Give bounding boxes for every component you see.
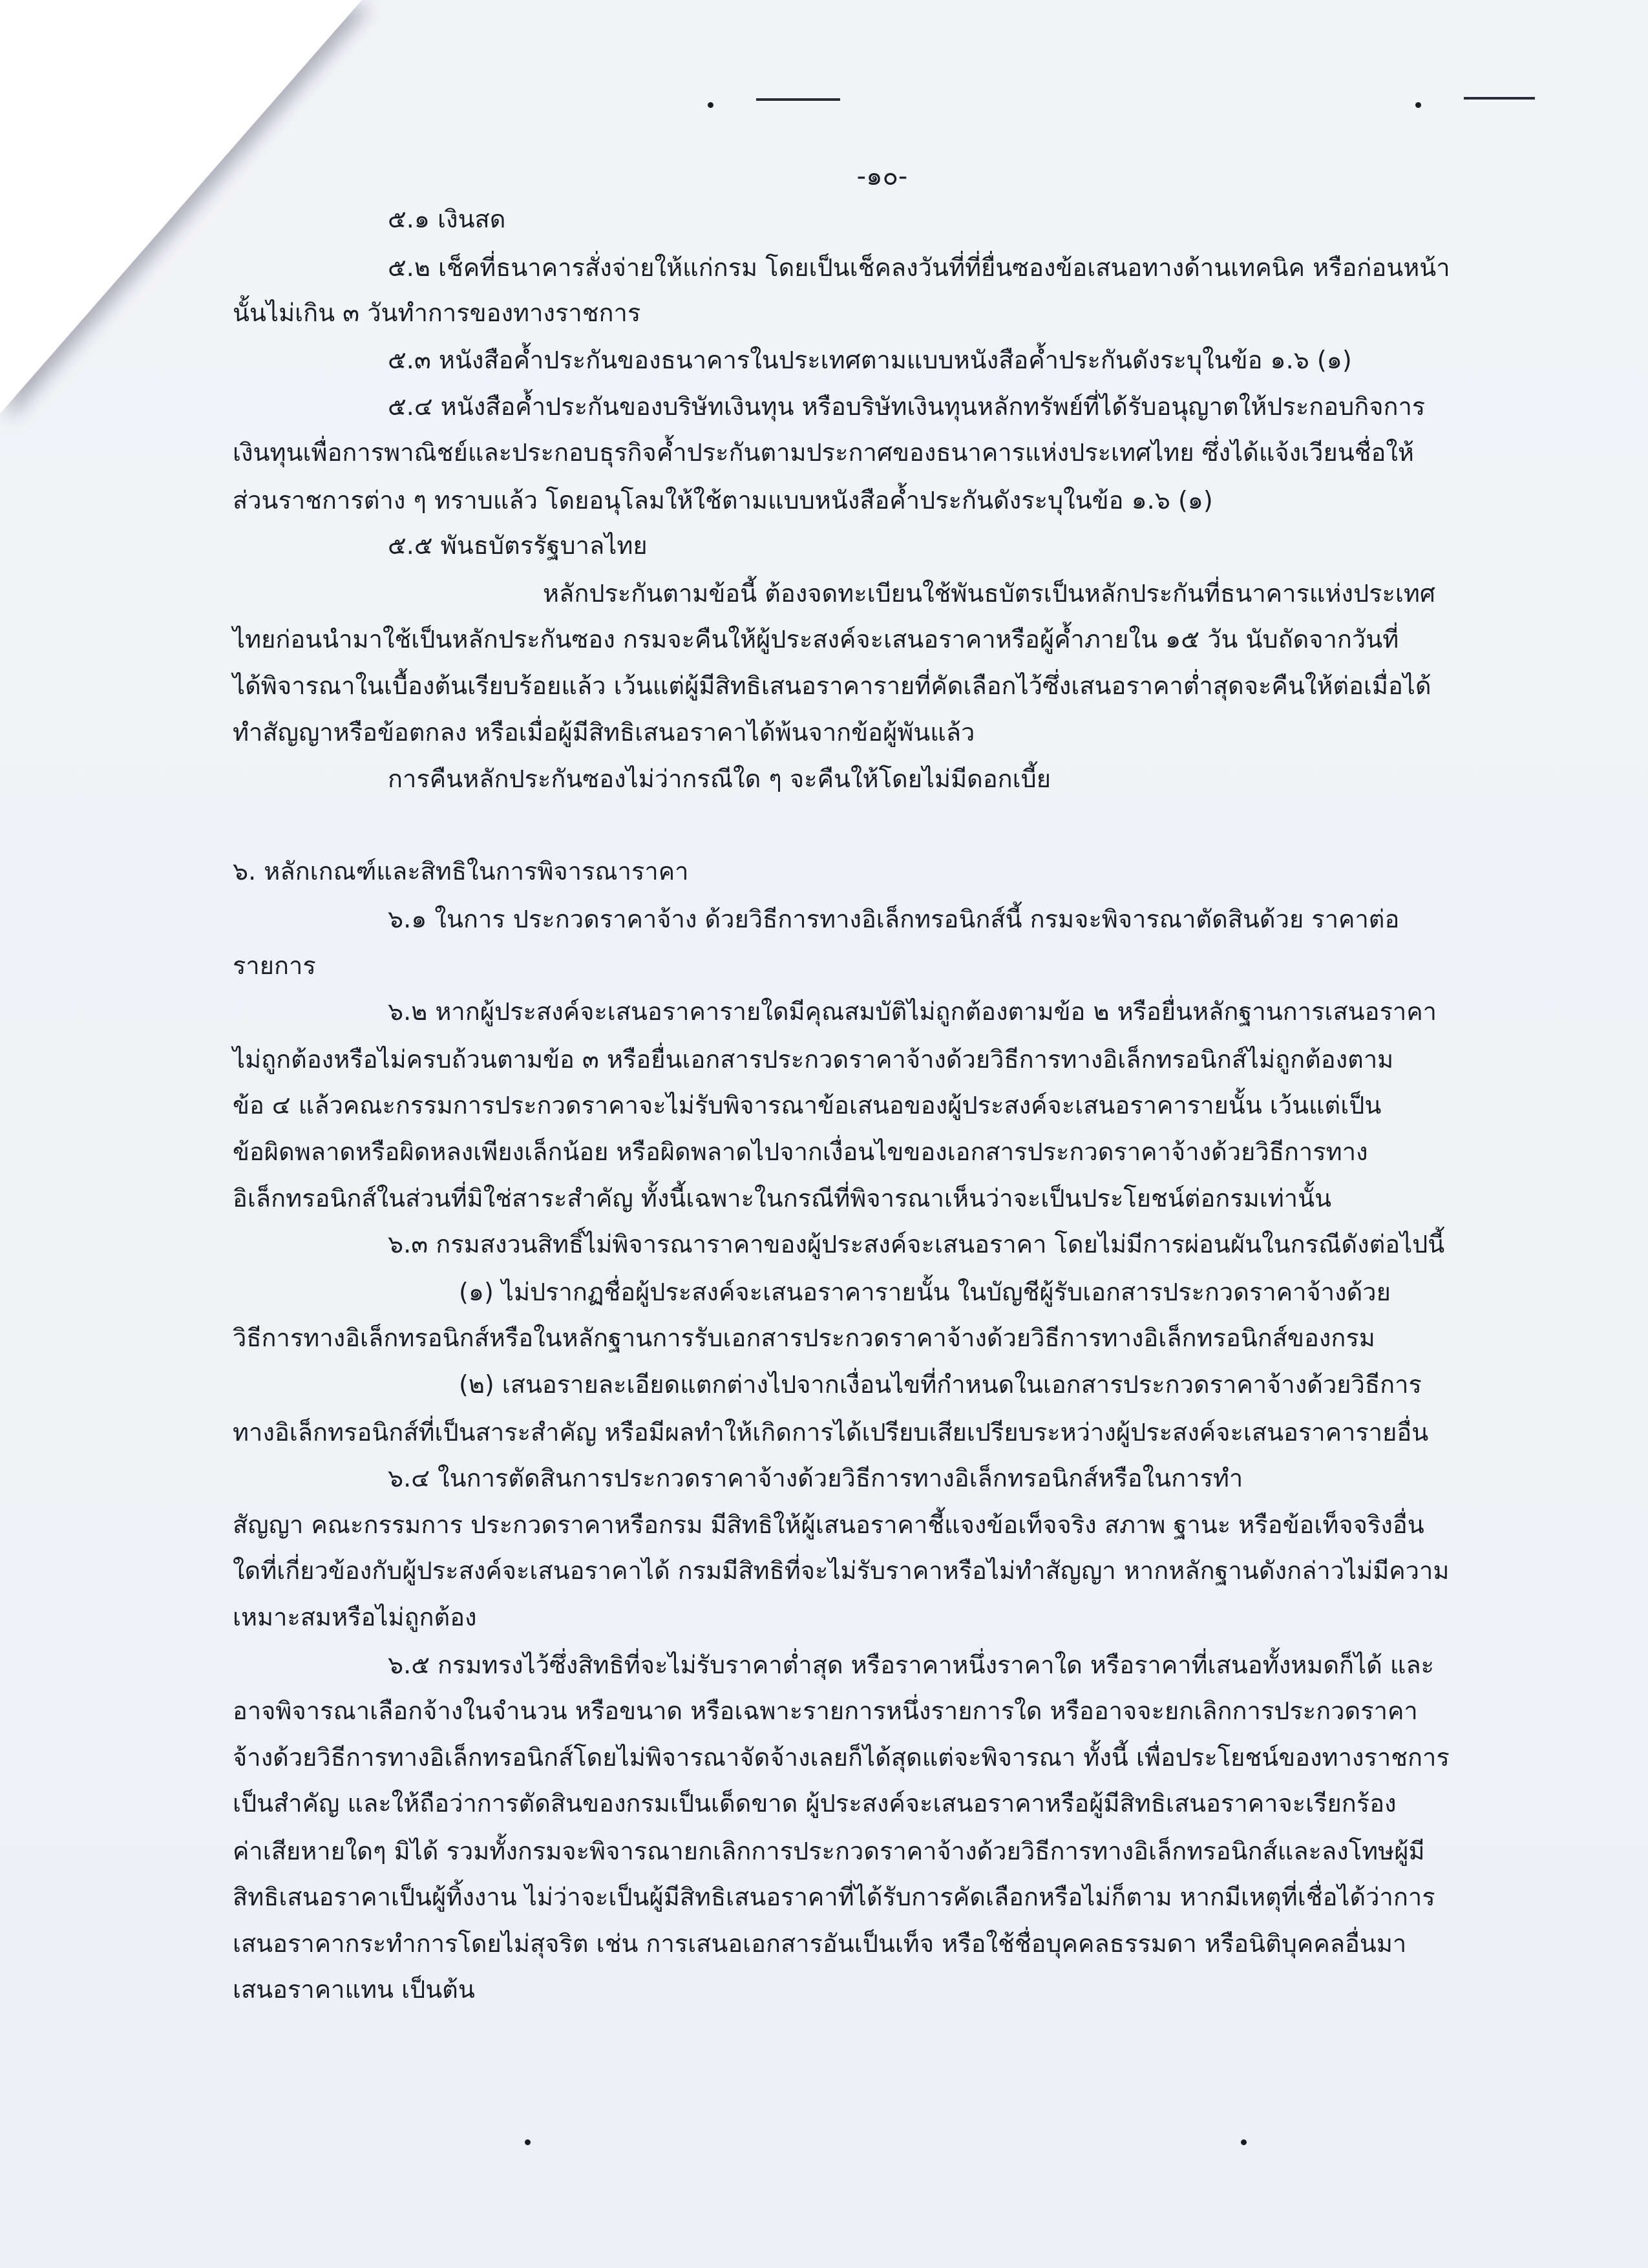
text-line: ๖.๒ หากผู้ประสงค์จะเสนอราคารายใดมีคุณสมบัติไม่ถูกต้องตามข้อ ๒ หรือยื่นหลักฐานการเสนอราคา bbox=[388, 997, 1437, 1026]
text-line: ๕.๑ เงินสด bbox=[388, 205, 506, 233]
text-line: หลักประกันตามข้อนี้ ต้องจดทะเบียนใช้พันธบัตรเป็นหลักประกันที่ธนาคารแห่งประเทศ bbox=[543, 579, 1436, 608]
text-line: ข้อผิดพลาดหรือผิดหลงเพียงเล็กน้อย หรือผิดพลาดไปจากเงื่อนไขของเอกสารประกวดราคาจ้างด้วยวิธีการทาง bbox=[233, 1138, 1368, 1166]
text-line: ๕.๓ หนังสือค้ำประกันของธนาคารในประเทศตามแบบหนังสือค้ำประกันดังระบุในข้อ ๑.๖ (๑) bbox=[388, 346, 1352, 374]
text-line: ไม่ถูกต้องหรือไม่ครบถ้วนตามข้อ ๓ หรือยื่นเอกสารประกวดราคาจ้างด้วยวิธีการทางอิเล็กทรอนิกส์ไม่ถูกต้องตาม bbox=[233, 1045, 1394, 1074]
text-line: ๖.๓ กรมสงวนสิทธิ์ไม่พิจารณาราคาของผู้ประสงค์จะเสนอราคา โดยไม่มีการผ่อนผันในกรณีดังต่อไปนี้ bbox=[388, 1230, 1445, 1258]
text-line: ทำสัญญาหรือข้อตกลง หรือเมื่อผู้มีสิทธิเสนอราคาได้พ้นจากข้อผู้พันแล้ว bbox=[233, 718, 975, 747]
text-line: ทางอิเล็กทรอนิกส์ที่เป็นสาระสำคัญ หรือมีผลทำให้เกิดการได้เปรียบเสียเปรียบระหว่างผู้ประสงค์จะเสนอราคารายอื่น bbox=[233, 1418, 1429, 1447]
scan-mark bbox=[1464, 97, 1535, 100]
scan-dot bbox=[708, 102, 713, 108]
text-line: นั้นไม่เกิน ๓ วันทำการของทางราชการ bbox=[233, 299, 641, 327]
text-line: เหมาะสมหรือไม่ถูกต้อง bbox=[233, 1603, 477, 1631]
text-line: สิทธิเสนอราคาเป็นผู้ทิ้งงาน ไม่ว่าจะเป็นผู้มีสิทธิเสนอราคาที่ได้รับการคัดเลือกหรือไม่ก็ตาม หากมีเหตุที่เชื่อได้ว่าการ bbox=[233, 1883, 1435, 1911]
scan-dot bbox=[1241, 2139, 1247, 2145]
text-line: จ้างด้วยวิธีการทางอิเล็กทรอนิกส์โดยไม่พิจารณาจัดจ้างเลยก็ได้สุดแต่จะพิจารณา ทั้งนี้ เพื่อประโยชน์ของทางราชการ bbox=[233, 1743, 1450, 1772]
section-heading: ๖. หลักเกณฑ์และสิทธิในการพิจารณาราคา bbox=[233, 857, 689, 885]
text-line: การคืนหลักประกันซองไม่ว่ากรณีใด ๆ จะคืนให้โดยไม่มีดอกเบี้ย bbox=[388, 765, 1051, 793]
text-line: เสนอราคากระทำการโดยไม่สุจริต เช่น การเสนอเอกสารอันเป็นเท็จ หรือใช้ชื่อบุคคลธรรมดา หรือนิติบุคคลอื่นมา bbox=[233, 1929, 1407, 1958]
text-line: ๖.๑ ในการ ประกวดราคาจ้าง ด้วยวิธีการทางอิเล็กทรอนิกส์นี้ กรมจะพิจารณาตัดสินด้วย ราคาต่อ bbox=[388, 905, 1400, 933]
text-line: รายการ bbox=[233, 951, 316, 980]
scan-dot bbox=[525, 2139, 531, 2145]
text-line: (๒) เสนอรายละเอียดแตกต่างไปจากเงื่อนไขที่กำหนดในเอกสารประกวดราคาจ้างด้วยวิธีการ bbox=[459, 1370, 1422, 1399]
text-line: ๖.๔ ในการตัดสินการประกวดราคาจ้างด้วยวิธีการทางอิเล็กทรอนิกส์หรือในการทำ bbox=[388, 1464, 1243, 1492]
text-line: ๕.๔ หนังสือค้ำประกันของบริษัทเงินทุน หรือบริษัทเงินทุนหลักทรัพย์ที่ได้รับอนุญาตให้ประกอบกิจการ bbox=[388, 392, 1426, 421]
text-line: เงินทุนเพื่อการพาณิชย์และประกอบธุรกิจค้ำประกันตามประกาศของธนาคารแห่งประเทศไทย ซึ่งได้แจ้งเวียนชื่อให้ bbox=[233, 438, 1414, 467]
text-line: เป็นสำคัญ และให้ถือว่าการตัดสินของกรมเป็นเด็ดขาด ผู้ประสงค์จะเสนอราคาหรือผู้มีสิทธิเสนอราคาจะเรียกร้อง bbox=[233, 1789, 1397, 1818]
text-line: อาจพิจารณาเลือกจ้างในจำนวน หรือขนาด หรือเฉพาะรายการหนึ่งรายการใด หรืออาจจะยกเลิกการประกวดราคา bbox=[233, 1697, 1418, 1725]
text-line: ใดที่เกี่ยวข้องกับผู้ประสงค์จะเสนอราคาได้ กรมมีสิทธิที่จะไม่รับราคาหรือไม่ทำสัญญา หากหลักฐานดังกล่าวไม่มีความ bbox=[233, 1556, 1450, 1585]
text-line: ส่วนราชการต่าง ๆ ทราบแล้ว โดยอนุโลมให้ใช้ตามแบบหนังสือค้ำประกันดังระบุในข้อ ๑.๖ (๑) bbox=[233, 486, 1213, 514]
text-line: เสนอราคาแทน เป็นต้น bbox=[233, 1975, 475, 2004]
text-line: ได้พิจารณาในเบื้องต้นเรียบร้อยแล้ว เว้นแต่ผู้มีสิทธิเสนอราคารายที่คัดเลือกไว้ซึ่งเสนอราคาต่ำสุดจะคืนให้ต่อเมื่อได้ bbox=[233, 672, 1431, 700]
scan-dot bbox=[1415, 102, 1421, 108]
text-line: ๕.๒ เช็คที่ธนาคารสั่งจ่ายให้แก่กรม โดยเป็นเช็คลงวันที่ที่ยื่นซองข้อเสนอทางด้านเทคนิค หรือก่อนหน้า bbox=[388, 253, 1450, 282]
text-line: ค่าเสียหายใดๆ มิได้ รวมทั้งกรมจะพิจารณายกเลิกการประกวดราคาจ้างด้วยวิธีการทางอิเล็กทรอนิกส์และลงโทษผู้มี bbox=[233, 1837, 1425, 1865]
text-line: ๕.๕ พันธบัตรรัฐบาลไทย bbox=[388, 531, 648, 560]
text-line: ๖.๕ กรมทรงไว้ซึ่งสิทธิที่จะไม่รับราคาต่ำสุด หรือราคาหนึ่งราคาใด หรือราคาที่เสนอทั้งหมดก็ได้ และ bbox=[388, 1651, 1435, 1679]
text-line: (๑) ไม่ปรากฏชื่อผู้ประสงค์จะเสนอราคารายนั้น ในบัญชีผู้รับเอกสารประกวดราคาจ้างด้วย bbox=[459, 1278, 1391, 1306]
scan-mark bbox=[756, 98, 840, 101]
text-line: ไทยก่อนนำมาใช้เป็นหลักประกันซอง กรมจะคืนให้ผู้ประสงค์จะเสนอราคาหรือผู้ค้ำภายใน ๑๕ วัน นับถัดจากวันที่ bbox=[233, 625, 1399, 653]
text-line: วิธีการทางอิเล็กทรอนิกส์หรือในหลักฐานการรับเอกสารประกวดราคาจ้างด้วยวิธีการทางอิเล็กทรอนิกส์ของกรม bbox=[233, 1324, 1375, 1352]
text-line: สัญญา คณะกรรมการ ประกวดราคาหรือกรม มีสิทธิให้ผู้เสนอราคาชี้แจงข้อเท็จจริง สภาพ ฐานะ หรือข้อเท็จจริงอื่น bbox=[233, 1510, 1424, 1539]
page-number: -๑๐- bbox=[856, 162, 908, 191]
folded-corner bbox=[0, 0, 362, 414]
text-line: อิเล็กทรอนิกส์ในส่วนที่มิใช่สาระสำคัญ ทั้งนี้เฉพาะในกรณีที่พิจารณาเห็นว่าจะเป็นประโยชน์ต่อกรมเท่านั้น bbox=[233, 1184, 1332, 1213]
text-line: ข้อ ๔ แล้วคณะกรรมการประกวดราคาจะไม่รับพิจารณาข้อเสนอของผู้ประสงค์จะเสนอราคารายนั้น เว้นแต่เป็น bbox=[233, 1091, 1382, 1119]
